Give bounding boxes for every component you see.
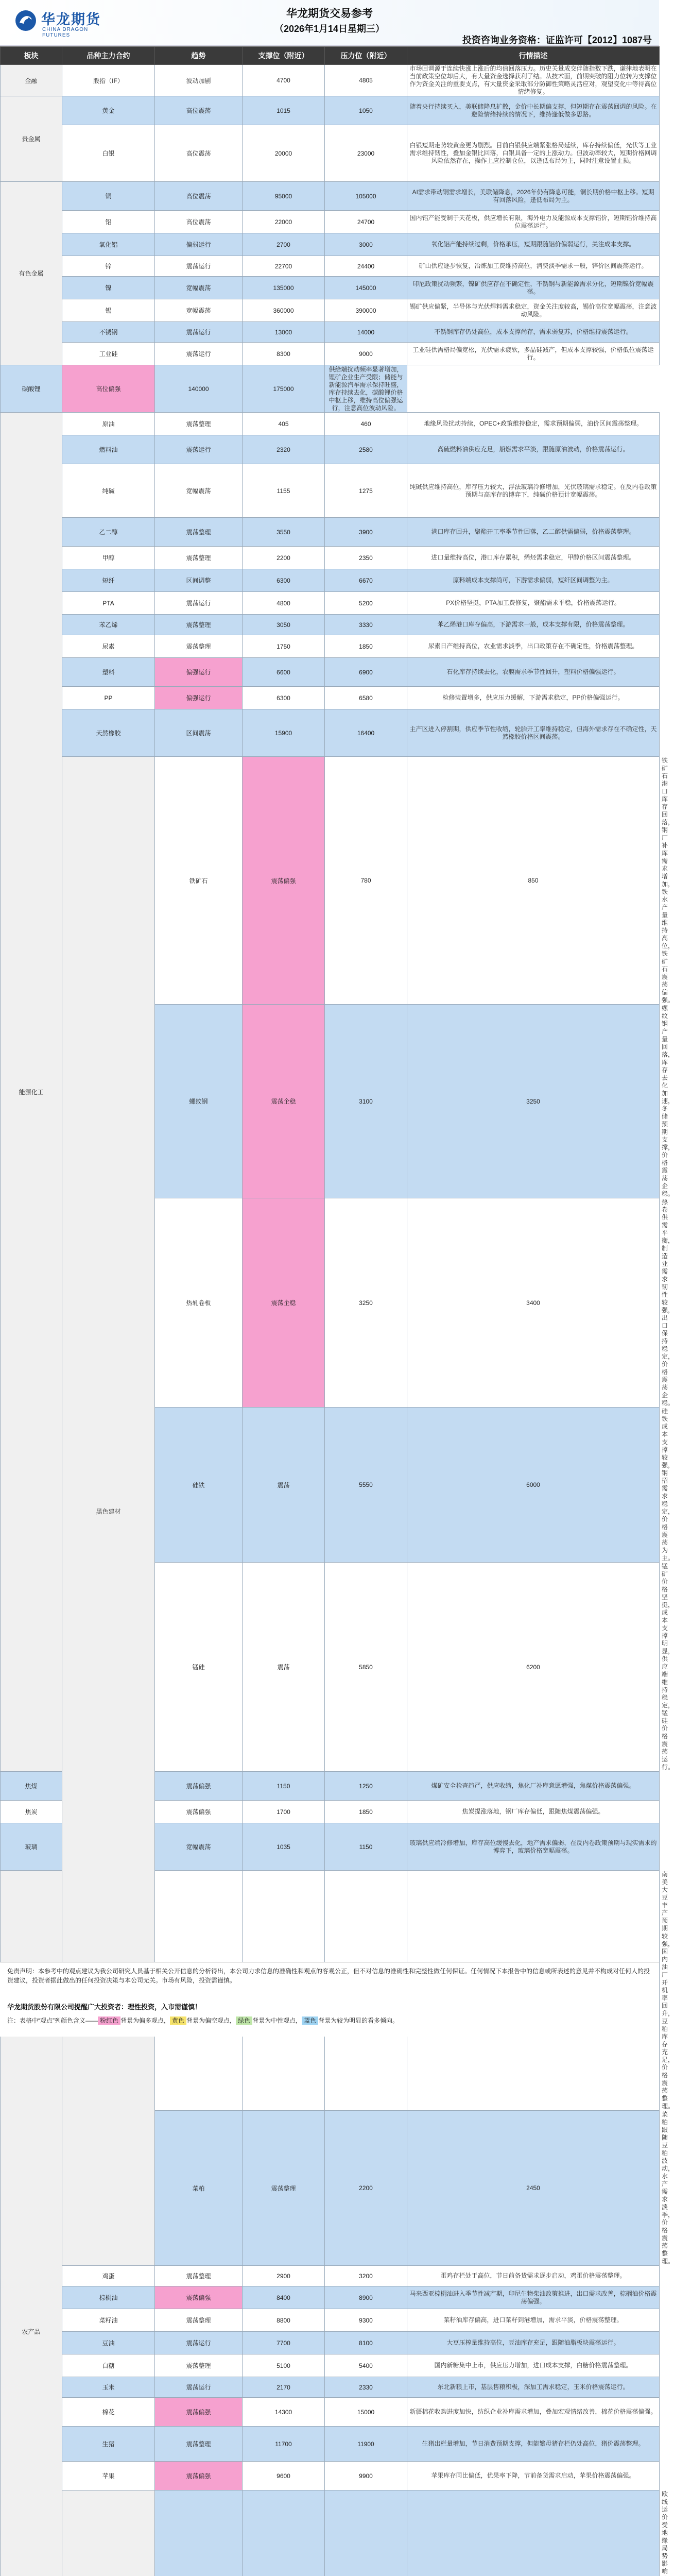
description-cell: 煤矿安全检查趋严，供应收缩，焦化厂补库意愿增强，焦煤价格震荡偏强。 xyxy=(407,1772,660,1801)
sector-cell: 贵金属 xyxy=(1,96,62,182)
contract-cell: 乙二醇 xyxy=(62,518,155,547)
table-row: 锰硅 震荡 5850 6200 锰矿价格坚挺，成本支撑明显，供应端维持稳定，锰硅价格震荡运行。 xyxy=(1,1563,660,1772)
resistance-cell: 1050 xyxy=(325,96,407,125)
resistance-cell: 4805 xyxy=(325,65,407,96)
resistance-cell: 105000 xyxy=(325,182,407,211)
support-cell: 1750 xyxy=(243,635,325,658)
resistance-cell: 5400 xyxy=(325,2354,407,2377)
resistance-cell: 8100 xyxy=(325,2332,407,2354)
description-cell: 东北新粮上市，基层售粮积极，深加工需求稳定，玉米价格震荡运行。 xyxy=(407,2377,660,2398)
table-row xyxy=(1,2354,660,2377)
color-legend-note xyxy=(7,2016,399,2025)
contract-cell xyxy=(155,2490,243,2576)
contract-cell: 锌 xyxy=(62,256,155,277)
support-cell: 15900 xyxy=(243,709,325,757)
contract-cell: 铜 xyxy=(62,182,155,211)
col-header-resistance: 压力位（附近） xyxy=(325,47,407,65)
table-row: 菜粕 震荡整理 2200 2450 菜粕跟随豆粕波动，水产需求淡季，价格震荡整理。 xyxy=(1,2111,660,2266)
contract-cell: 硅铁 xyxy=(155,1408,243,1563)
description-cell: 大豆压榨量维持高位，豆油库存充足，跟随油脂板块震荡运行。 xyxy=(407,2332,660,2354)
support-cell: 4800 xyxy=(243,592,325,615)
resistance-cell: 2330 xyxy=(325,2377,407,2398)
table-row xyxy=(1,233,660,256)
resistance-cell: 145000 xyxy=(325,277,407,299)
contract-cell: 焦炭 xyxy=(1,1801,62,1823)
description-cell: 氧化铝产能持续过剩，价格承压，短期跟随铝价偏弱运行，关注成本支撑。 xyxy=(407,233,660,256)
trend-cell: 高位震荡 xyxy=(155,211,243,233)
legend-pink-text: 背景为偏多观点， xyxy=(120,2017,170,2024)
contract-cell: 塑料 xyxy=(62,658,155,687)
support-cell: 22000 xyxy=(243,211,325,233)
trend-cell: 高位震荡 xyxy=(155,125,243,182)
description-cell: 国内铝产能受制于天花板，供应增长有限，海外电力及能源成本支撑铝价，短期铝价维持高位震荡运行。 xyxy=(407,211,660,233)
contract-cell: 纯碱 xyxy=(62,464,155,518)
contract-cell: 黄金 xyxy=(62,96,155,125)
support-cell: 360000 xyxy=(243,299,325,322)
sector-cell: 有色金属 xyxy=(1,182,62,365)
resistance-cell: 3250 xyxy=(407,1005,660,1198)
trend-cell: 宽幅震荡 xyxy=(155,299,243,322)
resistance-cell: 6580 xyxy=(325,687,407,709)
contract-cell: 豆油 xyxy=(62,2332,155,2354)
contract-cell: 焦煤 xyxy=(1,1772,62,1801)
trend-cell: 震荡偏强 xyxy=(155,1772,243,1801)
contract-cell: 螺纹钢 xyxy=(155,1005,243,1198)
legend-blue-swatch: 蓝色 xyxy=(302,2016,318,2025)
legend-yellow-swatch: 黄色 xyxy=(170,2016,186,2025)
support-cell: 8400 xyxy=(243,2286,325,2309)
table-row xyxy=(1,547,660,569)
table-row xyxy=(1,343,660,365)
support-cell: 1015 xyxy=(243,96,325,125)
table-header-row xyxy=(1,47,660,65)
sector-cell xyxy=(62,2490,155,2576)
brand-name-cn: 华龙期货 xyxy=(41,8,101,28)
trend-cell: 震荡运行 xyxy=(155,435,243,464)
support-cell: 8300 xyxy=(243,343,325,365)
resistance-cell: 3900 xyxy=(325,518,407,547)
col-header-description: 行情描述 xyxy=(407,47,660,65)
trend-cell: 震荡运行 xyxy=(155,592,243,615)
resistance-cell: 15000 xyxy=(325,2398,407,2427)
description-cell: 尿素日产维持高位，农业需求淡季，出口政策存在不确定性，价格震荡整理。 xyxy=(407,635,660,658)
contract-cell: 天然橡胶 xyxy=(62,709,155,757)
license-info: 投资咨询业务资格：证监许可【2012】1087号 xyxy=(462,33,652,46)
support-cell: 8800 xyxy=(243,2309,325,2332)
table-row xyxy=(1,2309,660,2332)
page-title: 华龙期货交易参考 xyxy=(0,5,659,21)
trend-cell: 震荡整理 xyxy=(155,615,243,635)
resistance-cell: 24700 xyxy=(325,211,407,233)
support-cell: 405 xyxy=(243,413,325,435)
support-cell: 2700 xyxy=(243,233,325,256)
table-row xyxy=(1,211,660,233)
table-row xyxy=(1,615,660,635)
resistance-cell: 9900 xyxy=(325,2462,407,2490)
table-row xyxy=(1,65,660,96)
description-cell: 蛋鸡存栏处于高位，节日前备货需求逐步启动，鸡蛋价格震荡整理。 xyxy=(407,2266,660,2286)
support-cell: 20000 xyxy=(243,125,325,182)
support-cell: 3550 xyxy=(243,518,325,547)
legend-pink-swatch: 粉红色 xyxy=(98,2016,120,2025)
table-row xyxy=(1,299,660,322)
table-row xyxy=(1,464,660,518)
table-row xyxy=(1,2462,660,2490)
table-row xyxy=(1,2286,660,2309)
resistance-cell: 24400 xyxy=(325,256,407,277)
contract-cell: 苹果 xyxy=(62,2462,155,2490)
resistance-cell: 8900 xyxy=(325,2286,407,2309)
description-cell: PX价格坚挺，PTA加工费修复，聚酯需求平稳，价格震荡运行。 xyxy=(407,592,660,615)
description-cell: 菜籽油库存偏高，进口菜籽到港增加，需求平淡，价格震荡整理。 xyxy=(407,2309,660,2332)
support-cell: 5850 xyxy=(325,1563,407,1772)
description-cell: 高硫燃料油供应充足，船燃需求平淡，跟随原油波动，价格震荡运行。 xyxy=(407,435,660,464)
contract-cell: PTA xyxy=(62,592,155,615)
contract-cell: 燃料油 xyxy=(62,435,155,464)
contract-cell: 菜粕 xyxy=(155,2111,243,2266)
support-cell: 6300 xyxy=(243,569,325,592)
table-row xyxy=(1,592,660,615)
description-cell: 工业硅供需格局偏宽松，光伏需求疲软，多晶硅减产，但成本支撑较强，价格低位震荡运行。 xyxy=(407,343,660,365)
description-cell: 检修装置增多，供应压力缓解，下游需求稳定，PP价格偏强运行。 xyxy=(407,687,660,709)
table-row xyxy=(1,125,660,182)
trend-cell: 震荡偏强 xyxy=(243,757,325,1005)
support-cell: 1155 xyxy=(243,464,325,518)
trend-cell: 震荡整理 xyxy=(155,635,243,658)
resistance-cell: 2580 xyxy=(325,435,407,464)
disclaimer-text: 免责声明：本参考中的观点建议为我公司研究人员基于相关公开信息的分析得出，本公司力求信息的准确性和观点的客观公正，但不对信息的准确性和完整性做任何保证。任何情况下本报告中的信息或所表述的意见并不构成对任何人的投资建议，投资者据此做出的任何投资决策与本公司无关。市场有风险，投资需谨慎。 xyxy=(7,1967,652,1985)
trend-cell: 震荡整理 xyxy=(155,2427,243,2462)
table-row xyxy=(1,687,660,709)
support-cell: 2200 xyxy=(325,2111,407,2266)
table-row: 螺纹钢 震荡企稳 3100 3250 螺纹钢产量回落，库存去化加速，冬储预期支撑，价格震荡企稳。 xyxy=(1,1005,660,1198)
trend-cell: 震荡 xyxy=(243,1563,325,1772)
trend-cell: 震荡整理 xyxy=(155,547,243,569)
contract-cell: 玉米 xyxy=(62,2377,155,2398)
resistance-cell: 6670 xyxy=(325,569,407,592)
description-cell: 苹果库存同比偏低，优果率下降，节前备货需求启动，苹果价格震荡偏强。 xyxy=(407,2462,660,2490)
trend-cell: 震荡偏强 xyxy=(155,2286,243,2309)
contract-cell: 碳酸锂 xyxy=(1,365,62,413)
contract-cell: 生猪 xyxy=(62,2427,155,2462)
contract-cell: 镍 xyxy=(62,277,155,299)
support-cell: 3250 xyxy=(325,1198,407,1408)
resistance-cell: 14000 xyxy=(325,322,407,343)
support-cell: 1700 xyxy=(243,1801,325,1823)
trend-cell: 震荡整理 xyxy=(155,413,243,435)
trend-cell: 宽幅震荡 xyxy=(155,1823,243,1871)
support-cell: 6600 xyxy=(243,658,325,687)
report-footer xyxy=(0,1962,659,2037)
trend-cell: 震荡整理 xyxy=(243,2111,325,2266)
resistance-cell: 6200 xyxy=(407,1563,660,1772)
support-cell: 9600 xyxy=(243,2462,325,2490)
resistance-cell xyxy=(407,2490,660,2576)
table-row xyxy=(1,2332,660,2354)
resistance-cell: 460 xyxy=(325,413,407,435)
table-row xyxy=(1,435,660,464)
contract-cell: 原油 xyxy=(62,413,155,435)
col-header-contract: 品种主力合约 xyxy=(62,47,155,65)
contract-cell: 白银 xyxy=(62,125,155,182)
trend-cell: 偏强运行 xyxy=(155,658,243,687)
description-cell: 玻璃供应端冷修增加，库存高位缓慢去化，地产需求偏弱，在反内卷政策预期与现实需求的博弈下，玻璃价格宽幅震荡。 xyxy=(407,1823,660,1871)
contract-cell: 锰硅 xyxy=(155,1563,243,1772)
reference-table xyxy=(0,46,660,2576)
contract-cell: 白糖 xyxy=(62,2354,155,2377)
description-cell: 原料端成本支撑尚可，下游需求偏弱，短纤区间调整为主。 xyxy=(407,569,660,592)
table-row xyxy=(1,658,660,687)
legend-green-swatch: 绿色 xyxy=(236,2016,252,2025)
table-row xyxy=(1,518,660,547)
contract-cell: PP xyxy=(62,687,155,709)
trend-cell: 区间震荡 xyxy=(155,709,243,757)
trend-cell: 波动加剧 xyxy=(155,65,243,96)
resistance-cell: 1250 xyxy=(325,1772,407,1801)
resistance-cell: 850 xyxy=(407,757,660,1005)
trend-cell: 震荡偏强 xyxy=(155,1801,243,1823)
legend-yellow-text: 背景为偏空观点， xyxy=(186,2017,236,2024)
support-cell: 1150 xyxy=(243,1772,325,1801)
resistance-cell: 6000 xyxy=(407,1408,660,1563)
contract-cell: 玻璃 xyxy=(1,1823,62,1871)
trend-cell: 震荡整理 xyxy=(155,2354,243,2377)
contract-cell: 尿素 xyxy=(62,635,155,658)
description-cell: 马来西亚棕榈油进入季节性减产期，印尼生物柴油政策推进，出口需求改善，棕榈油价格震荡偏强。 xyxy=(407,2286,660,2309)
resistance-cell: 390000 xyxy=(325,299,407,322)
description-cell: 港口库存回升，聚酯开工率季节性回落，乙二醇供需偏弱，价格震荡整理。 xyxy=(407,518,660,547)
trend-cell: 宽幅震荡 xyxy=(155,277,243,299)
table-row xyxy=(1,322,660,343)
description-cell: 白银短期走势较黄金更为剧烈。目前白银供应端紧张格局延续，库存持续偏低，光伏等工业需求维持韧性，叠加金银比回落，白银具备一定的上涨动力。但波动率较大，短期价格回调风险依然存在，操作上应控制仓位，以逢低布局为主，同时注意设置止损。 xyxy=(407,125,660,182)
contract-cell: 股指（IF） xyxy=(62,65,155,96)
support-cell xyxy=(325,2490,407,2576)
description-cell: 石化库存持续去化，农膜需求季节性回升，塑料价格偏强运行。 xyxy=(407,658,660,687)
description-cell: 随着央行持续买入，美联储降息扩散，金价中长期偏支撑，但短期存在震荡回调的风险。在避险情绪持续的情况下，维持逢低做多思路。 xyxy=(407,96,660,125)
table-row: 硅铁 震荡 5550 6000 硅铁成本支撑较强，钢招需求稳定，价格震荡为主。 xyxy=(1,1408,660,1563)
trend-cell: 震荡运行 xyxy=(155,343,243,365)
trend-cell: 震荡运行 xyxy=(155,2377,243,2398)
description-cell: 焦炭提涨落地，钢厂库存偏低，跟随焦煤震荡偏强。 xyxy=(407,1801,660,1823)
trend-cell: 震荡整理 xyxy=(155,518,243,547)
trend-cell: 高位偏强 xyxy=(62,365,155,413)
col-header-trend: 趋势 xyxy=(155,47,243,65)
contract-cell: 氧化铝 xyxy=(62,233,155,256)
contract-cell: 苯乙烯 xyxy=(62,615,155,635)
support-cell: 1035 xyxy=(243,1823,325,1871)
contract-cell: 铁矿石 xyxy=(155,757,243,1005)
resistance-cell: 6900 xyxy=(325,658,407,687)
contract-cell: 铝 xyxy=(62,211,155,233)
resistance-cell: 9000 xyxy=(325,343,407,365)
trend-cell: 震荡运行 xyxy=(155,256,243,277)
resistance-cell: 11900 xyxy=(325,2427,407,2462)
table-row: 农产品 南美大豆丰产预期较强，国内油厂开机率回升，豆粕库存充足，价格震荡整理。 xyxy=(1,1871,660,2111)
table-row xyxy=(1,709,660,757)
resistance-cell: 3400 xyxy=(407,1198,660,1408)
sector-cell: 农产品 xyxy=(1,1871,62,2576)
table-row xyxy=(1,2266,660,2286)
trend-cell: 震荡企稳 xyxy=(243,1198,325,1408)
contract-cell: 锡 xyxy=(62,299,155,322)
description-cell: 锡矿供应偏紧，半导体与光伏焊料需求稳定，资金关注度较高，锡价高位宽幅震荡，注意波动风险。 xyxy=(407,299,660,322)
support-cell: 2320 xyxy=(243,435,325,464)
support-cell: 22700 xyxy=(243,256,325,277)
description-cell: 国内新糖集中上市，供应压力增加，进口成本支撑，白糖价格震荡整理。 xyxy=(407,2354,660,2377)
support-cell: 135000 xyxy=(243,277,325,299)
report-header xyxy=(0,0,659,46)
resistance-cell: 16400 xyxy=(325,709,407,757)
brand-name-en: CHINA DRAGON FUTURES xyxy=(42,27,117,38)
support-cell: 95000 xyxy=(243,182,325,211)
table-row xyxy=(1,182,660,211)
col-header-support: 支撑位（附近） xyxy=(243,47,325,65)
support-cell: 13000 xyxy=(243,322,325,343)
contract-cell: 甲醇 xyxy=(62,547,155,569)
contract-cell: 棕榈油 xyxy=(62,2286,155,2309)
table-row xyxy=(1,277,660,299)
support-cell: 140000 xyxy=(155,365,243,413)
resistance-cell: 1150 xyxy=(325,1823,407,1871)
contract-cell: 短纤 xyxy=(62,569,155,592)
contract-cell: 菜籽油 xyxy=(62,2309,155,2332)
description-cell: 纯碱供应维持高位，库存压力较大，浮法玻璃冷修增加，光伏玻璃需求稳定。在反内卷政策预期与高库存的博弈下，纯碱价格预计宽幅震荡。 xyxy=(407,464,660,518)
col-header-sector: 板块 xyxy=(1,47,62,65)
table-row xyxy=(1,2427,660,2462)
risk-reminder: 华龙期货股份有限公司提醒广大投资者：理性投资，入市需谨慎！ xyxy=(7,2002,201,2011)
table-row xyxy=(1,413,660,435)
resistance-cell: 3330 xyxy=(325,615,407,635)
table-row xyxy=(1,256,660,277)
contract-cell: 工业硅 xyxy=(62,343,155,365)
description-cell: 地缘风险扰动持续，OPEC+政策维持稳定，需求预期偏弱，油价区间震荡整理。 xyxy=(407,413,660,435)
legend-blue-text: 背景为较为明显的看多倾向。 xyxy=(318,2017,399,2024)
support-cell: 11700 xyxy=(243,2427,325,2462)
table-row: 热轧卷板 震荡企稳 3250 3400 热卷供需平衡，制造业需求韧性较强，出口保持稳定，价格震荡企稳。 xyxy=(1,1198,660,1408)
resistance-cell: 3000 xyxy=(325,233,407,256)
contract-cell: 不锈钢 xyxy=(62,322,155,343)
trend-cell: 震荡整理 xyxy=(155,2266,243,2286)
support-cell: 6300 xyxy=(243,687,325,709)
description-cell: 印尼政策扰动频繁，镍矿供应存在不确定性，不锈钢与新能源需求分化，短期镍价宽幅震荡。 xyxy=(407,277,660,299)
table-body xyxy=(1,65,660,2576)
description-cell: 供给端扰动频率显著增加，锂矿企业生产受限；储能与新能源汽车需求保持旺盛，库存持续去化，碳酸锂价格中枢上移，维持高位偏强运行，注意高位波动风险。 xyxy=(325,365,407,413)
support-cell: 2900 xyxy=(243,2266,325,2286)
description-cell: 主产区进入停割期，供应季节性收缩，轮胎开工率维持稳定，但海外需求存在不确定性，天然橡胶价格区间震荡。 xyxy=(407,709,660,757)
trend-cell: 高位震荡 xyxy=(155,182,243,211)
description-cell: 矿山供应逐步恢复，冶炼加工费维持高位，消费淡季需求一般，锌价区间震荡运行。 xyxy=(407,256,660,277)
support-cell: 14300 xyxy=(243,2398,325,2427)
trend-cell: 偏强运行 xyxy=(155,687,243,709)
table-row: 黑色建材 铁矿石 震荡偏强 780 850 铁矿石港口库存回落，钢厂补库需求增加，铁水产量维持高位，铁矿石震荡偏强。 xyxy=(1,757,660,1005)
trend-cell: 震荡运行 xyxy=(155,2332,243,2354)
description-cell: 苯乙烯港口库存偏高，下游需求一般，成本支撑有限，价格震荡整理。 xyxy=(407,615,660,635)
trend-cell: 高位震荡 xyxy=(155,96,243,125)
resistance-cell: 5200 xyxy=(325,592,407,615)
resistance-cell: 9300 xyxy=(325,2309,407,2332)
support-cell: 2170 xyxy=(243,2377,325,2398)
description-cell: 进口量维持高位，港口库存累积，烯烃需求稳定，甲醇价格区间震荡整理。 xyxy=(407,547,660,569)
table-row xyxy=(1,569,660,592)
trend-cell xyxy=(243,2490,325,2576)
trend-cell: 震荡 xyxy=(243,1408,325,1563)
trend-cell: 震荡偏强 xyxy=(155,2462,243,2490)
support-cell: 5100 xyxy=(243,2354,325,2377)
sector-cell: 金融 xyxy=(1,65,62,96)
trend-cell: 偏弱运行 xyxy=(155,233,243,256)
table-row: 欧线运价受地缘局势影响 xyxy=(1,2490,660,2576)
contract-cell: 棉花 xyxy=(62,2398,155,2427)
contract-cell: 鸡蛋 xyxy=(62,2266,155,2286)
description-cell: 新疆棉花收购进度加快，纺织企业补库需求增加，叠加宏观情绪改善，棉花价格震荡偏强。 xyxy=(407,2398,660,2427)
sector-cell: 黑色建材 xyxy=(62,757,155,2266)
support-cell: 3050 xyxy=(243,615,325,635)
support-cell: 2200 xyxy=(243,547,325,569)
resistance-cell: 2450 xyxy=(407,2111,660,2266)
resistance-cell: 1850 xyxy=(325,635,407,658)
trend-cell: 区间调整 xyxy=(155,569,243,592)
resistance-cell: 23000 xyxy=(325,125,407,182)
table-row xyxy=(1,2377,660,2398)
trend-cell: 震荡偏强 xyxy=(155,2398,243,2427)
support-cell: 7700 xyxy=(243,2332,325,2354)
sector-cell: 能源化工 xyxy=(1,413,62,1772)
description-cell: 生猪出栏量增加，节日消费预期支撑，但能繁母猪存栏仍处高位，猪价震荡整理。 xyxy=(407,2427,660,2462)
support-cell: 4700 xyxy=(243,65,325,96)
table-row xyxy=(1,96,660,125)
support-cell: 5550 xyxy=(325,1408,407,1563)
resistance-cell: 2350 xyxy=(325,547,407,569)
resistance-cell: 175000 xyxy=(243,365,325,413)
support-cell: 3100 xyxy=(325,1005,407,1198)
trend-cell: 震荡运行 xyxy=(155,322,243,343)
report-date: （2026年1月14日星期三） xyxy=(0,22,659,35)
contract-cell: 热轧卷板 xyxy=(155,1198,243,1408)
trend-cell: 震荡整理 xyxy=(155,2309,243,2332)
table-row xyxy=(1,365,660,413)
resistance-cell: 3200 xyxy=(325,2266,407,2286)
legend-prefix: 注：表格中“观点”列颜色含义—— xyxy=(7,2017,98,2024)
resistance-cell: 1850 xyxy=(325,1801,407,1823)
table-row xyxy=(1,2398,660,2427)
support-cell: 780 xyxy=(325,757,407,1005)
trend-cell: 震荡企稳 xyxy=(243,1005,325,1198)
resistance-cell: 1275 xyxy=(325,464,407,518)
description-cell: 不锈钢库存仍处高位，成本支撑尚存，需求弱复苏，价格维持震荡运行。 xyxy=(407,322,660,343)
description-cell: AI需求带动铜需求增长，美联储降息，2026年仍有降息可能，铜长期价格中枢上移。短期有回落风险，逢低布局为主。 xyxy=(407,182,660,211)
description-cell: 市场回调源于连续快涨上涨后的均值回落压力。历史关量成交伴随指数下跌，谦律地表明在当前政策空位却后大，有大量资金选择获利了结。从技术面，前期突破的阻力位转为支撑位作为资金关注的重要支点，有大量资金采取部分防御性策略灵活应对，观望变化中等待高位情绪修复。 xyxy=(407,65,660,96)
table-row xyxy=(1,635,660,658)
legend-green-text: 背景为中性观点， xyxy=(252,2017,302,2024)
trend-cell: 宽幅震荡 xyxy=(155,464,243,518)
